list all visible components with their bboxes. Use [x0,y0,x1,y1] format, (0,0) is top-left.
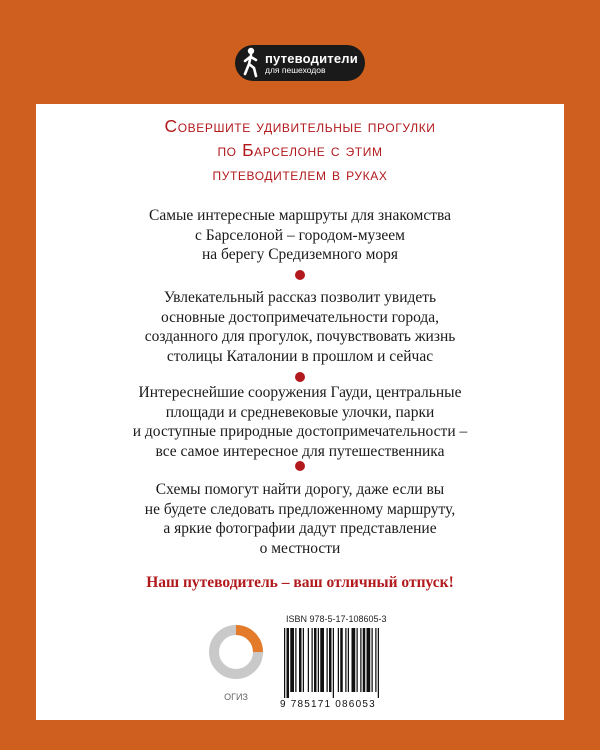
paragraph-line: не будете следовать предложенному маршруту, [144,500,456,518]
series-badge [235,45,365,81]
description-paragraph-2 [60,288,540,366]
series-subtitle: для пешеходов [265,64,326,75]
right-border [564,104,600,720]
publisher-name: ОГИЗ [224,692,248,702]
bottom-banner [0,720,600,750]
description-paragraph-4 [60,480,540,558]
paragraph-line: площади и средневековые улочки, парки [165,403,435,421]
paragraph-line: с Барселоной – городом-музеем [195,226,405,244]
paragraph-line: Схемы помогут найти дорогу, даже если вы [155,481,445,498]
paragraph-line: на берегу Средиземного моря [201,246,399,263]
paragraph-line: Самые интересные маршруты для знакомства [148,207,451,224]
walking-person-icon [235,45,265,81]
bullet-dot-icon [295,461,305,471]
isbn-label: ISBN 978-5-17-108605-3 [286,614,387,624]
heading-line: по Барселоне с этим [217,140,383,160]
slogan: Наш путеводитель – ваш отличный отпуск! [146,574,454,591]
cover-heading [0,114,600,186]
heading-line: путеводителем в руках [212,164,388,184]
paragraph-line: и доступные природные достопримечательности – [132,423,468,440]
paragraph-line: основные достопримечательности города, [160,308,440,326]
ring-logo-icon [206,616,266,696]
barcode-number: 9 785171 086053 [280,699,376,710]
barcode-image [282,628,422,698]
series-title: путеводители [265,50,358,66]
paragraph-line: столицы Каталонии в прошлом и сейчас [166,347,434,365]
paragraph-line: Интереснейшие сооружения Гауди, центральные [138,384,462,401]
paragraph-line: Увлекательный рассказ позволит увидеть [163,289,437,306]
left-border [0,104,36,720]
bullet-dot-icon [295,372,305,382]
paragraph-line: а яркие фотографии дадут представление [163,520,437,537]
description-paragraph-1 [60,206,540,265]
paragraph-line: созданного для прогулок, почувствовать жизнь [144,328,456,345]
description-paragraph-3 [60,383,540,461]
heading-line: Совершите удивительные прогулки [164,116,436,136]
paragraph-line: о местности [259,539,341,557]
bullet-dot-icon [295,270,305,280]
paragraph-line: все самое интересное для путешественника [155,442,445,460]
